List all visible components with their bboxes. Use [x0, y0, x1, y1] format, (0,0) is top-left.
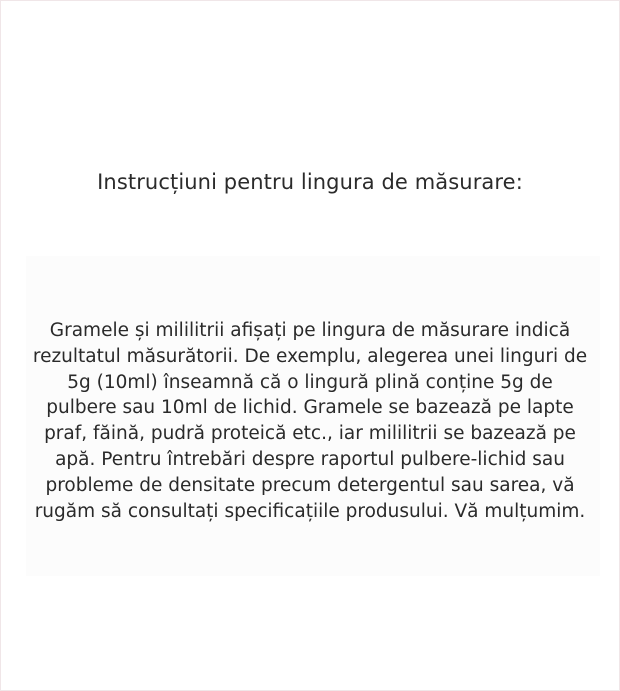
page-title: Instrucțiuni pentru lingura de măsurare:	[97, 170, 523, 194]
instructions-text: Gramele și mililitrii afișați pe lingura de măsurare indică rezultatul măsurătorii. De exemplu, alegerea unei linguri de 5g (10ml) înseamnă că o lingură plină conține 5g de pulbere sau 10ml de lichid. Gramele se bazează pe lapte praf, făină, pudră proteică etc., iar mililitrii se bazează pe apă. Pentru întrebări despre raportul pulbere-lichid sau probleme de densitate precum detergentul sau sarea, vă rugăm să consultați specificațiile produsului. Vă mulțumim.	[32, 320, 588, 522]
